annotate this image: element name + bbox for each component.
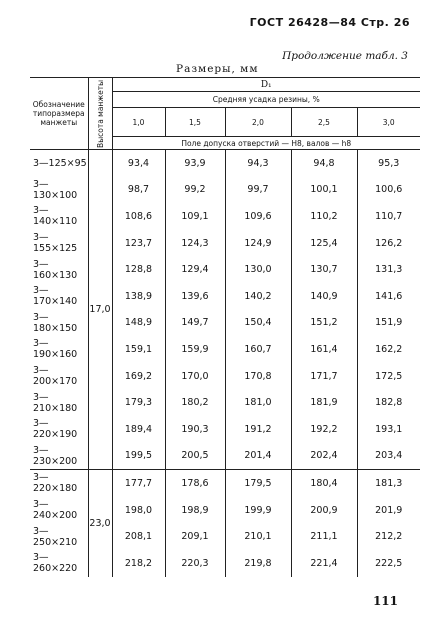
shrink-value: 1,0 xyxy=(112,108,165,137)
value-cell: 150,4 xyxy=(225,310,291,337)
value-cell: 161,4 xyxy=(291,336,357,363)
designation-cell: 3—230×200 xyxy=(33,444,78,467)
value-cell: 179,5 xyxy=(225,470,291,497)
value-cell: 100,6 xyxy=(357,177,420,204)
value-cell: 211,1 xyxy=(291,523,357,550)
value-cell: 198,0 xyxy=(112,497,165,524)
value-cell: 130,7 xyxy=(291,256,357,283)
value-cell: 141,6 xyxy=(357,283,420,310)
value-cell: 198,9 xyxy=(165,497,225,524)
value-cell: 123,7 xyxy=(112,230,165,257)
designation-cell: 3—180×150 xyxy=(33,311,78,334)
value-cell: 193,1 xyxy=(357,416,420,443)
value-cell: 189,4 xyxy=(112,416,165,443)
value-cell: 93,4 xyxy=(112,150,165,177)
shrink-value: 2,5 xyxy=(291,108,357,137)
height-cell: 23,0 xyxy=(88,470,112,577)
table-title: Размеры, мм xyxy=(176,63,259,75)
designation-cell: 3—260×220 xyxy=(33,552,78,575)
value-cell: 171,7 xyxy=(291,363,357,390)
designation-cell: 3—220×190 xyxy=(33,418,78,441)
value-cell: 131,3 xyxy=(357,256,420,283)
value-cell: 212,2 xyxy=(357,523,420,550)
value-cell: 181,3 xyxy=(357,470,420,497)
designation-cell: 3—190×160 xyxy=(33,338,78,361)
designation-cell: 3—200×170 xyxy=(33,365,78,388)
value-cell: 110,2 xyxy=(291,203,357,230)
value-cell: 220,3 xyxy=(165,550,225,577)
designation-cell: 3—250×210 xyxy=(33,525,78,548)
designation-cell: 3—220×180 xyxy=(30,470,88,497)
value-cell: 124,3 xyxy=(165,230,225,257)
shrink-value: 2,0 xyxy=(225,108,291,137)
value-cell: 210,1 xyxy=(225,523,291,550)
value-cell: 178,6 xyxy=(165,470,225,497)
value-cell: 139,6 xyxy=(165,283,225,310)
value-cell: 199,9 xyxy=(225,497,291,524)
designation-cell: 3—130×100 xyxy=(33,178,78,201)
value-cell: 94,8 xyxy=(291,150,357,177)
value-cell: 222,5 xyxy=(357,550,420,577)
shrink-value: 1,5 xyxy=(165,108,225,137)
value-cell: 159,1 xyxy=(112,336,165,363)
value-cell: 128,8 xyxy=(112,256,165,283)
value-cell: 140,9 xyxy=(291,283,357,310)
value-cell: 138,9 xyxy=(112,283,165,310)
table-row xyxy=(30,150,420,177)
page-ref: Стр. 26 xyxy=(360,16,410,29)
value-cell: 126,2 xyxy=(357,230,420,257)
tolerance-header: Поле допуска отверстий — Н8, валов — h8 xyxy=(112,137,420,150)
table-row xyxy=(30,470,420,497)
value-cell: 201,4 xyxy=(225,443,291,470)
value-cell: 110,7 xyxy=(357,203,420,230)
value-cell: 221,4 xyxy=(291,550,357,577)
value-cell: 177,7 xyxy=(112,470,165,497)
value-cell: 94,3 xyxy=(225,150,291,177)
designation-cell: 3—160×130 xyxy=(33,258,78,281)
value-cell: 148,9 xyxy=(112,310,165,337)
page-number: 111 xyxy=(372,594,398,608)
value-cell: 162,2 xyxy=(357,336,420,363)
designation-cell: 3—170×140 xyxy=(33,285,78,308)
value-cell: 199,5 xyxy=(112,443,165,470)
value-cell: 130,0 xyxy=(225,256,291,283)
value-cell: 108,6 xyxy=(112,203,165,230)
designation-cell: 3—140×110 xyxy=(33,205,78,228)
value-cell: 201,9 xyxy=(357,497,420,524)
value-cell: 181,0 xyxy=(225,389,291,416)
value-cell: 159,9 xyxy=(165,336,225,363)
height-cell: 17,0 xyxy=(88,150,112,470)
value-cell: 170,0 xyxy=(165,363,225,390)
value-cell: 93,9 xyxy=(165,150,225,177)
value-cell: 202,4 xyxy=(291,443,357,470)
value-cell: 99,2 xyxy=(165,177,225,204)
value-cell: 109,1 xyxy=(165,203,225,230)
value-cell: 100,1 xyxy=(291,177,357,204)
value-cell: 140,2 xyxy=(225,283,291,310)
shrinkage-header: Средняя усадка резины, % xyxy=(112,92,420,108)
height-header: Высота манжеты xyxy=(88,78,112,150)
value-cell: 124,9 xyxy=(225,230,291,257)
designation-cell: 3—125×95 xyxy=(30,150,88,177)
value-cell: 99,7 xyxy=(225,177,291,204)
value-cell: 191,2 xyxy=(225,416,291,443)
value-cell: 200,9 xyxy=(291,497,357,524)
designation-cell: 3—240×200 xyxy=(33,499,78,522)
value-cell: 180,2 xyxy=(165,389,225,416)
dimensions-table xyxy=(30,77,420,577)
page-header xyxy=(250,16,410,29)
value-cell: 208,1 xyxy=(112,523,165,550)
value-cell: 182,8 xyxy=(357,389,420,416)
value-cell: 109,6 xyxy=(225,203,291,230)
designation-cell: 3—210×180 xyxy=(33,391,78,414)
value-cell: 98,7 xyxy=(112,177,165,204)
designation-cell: 3—155×125 xyxy=(33,232,78,255)
value-cell: 179,3 xyxy=(112,389,165,416)
value-cell: 151,2 xyxy=(291,310,357,337)
d1-header: D₁ xyxy=(112,78,420,92)
value-cell: 203,4 xyxy=(357,443,420,470)
value-cell: 160,7 xyxy=(225,336,291,363)
continuation-note: Продолжение табл. 3 xyxy=(282,50,408,62)
value-cell: 169,2 xyxy=(112,363,165,390)
value-cell: 125,4 xyxy=(291,230,357,257)
value-cell: 170,8 xyxy=(225,363,291,390)
value-cell: 95,3 xyxy=(357,150,420,177)
value-cell: 172,5 xyxy=(357,363,420,390)
designation-header: Обозначение типоразмера манжеты xyxy=(30,78,88,150)
value-cell: 149,7 xyxy=(165,310,225,337)
value-cell: 181,9 xyxy=(291,389,357,416)
value-cell: 151,9 xyxy=(357,310,420,337)
value-cell: 192,2 xyxy=(291,416,357,443)
value-cell: 200,5 xyxy=(165,443,225,470)
value-cell: 180,4 xyxy=(291,470,357,497)
shrink-value: 3,0 xyxy=(357,108,420,137)
table-body xyxy=(30,150,420,577)
value-cell: 218,2 xyxy=(112,550,165,577)
standard-code: ГОСТ 26428—84 xyxy=(249,16,357,29)
value-cell: 129,4 xyxy=(165,256,225,283)
value-cell: 209,1 xyxy=(165,523,225,550)
value-cell: 219,8 xyxy=(225,550,291,577)
value-cell: 190,3 xyxy=(165,416,225,443)
